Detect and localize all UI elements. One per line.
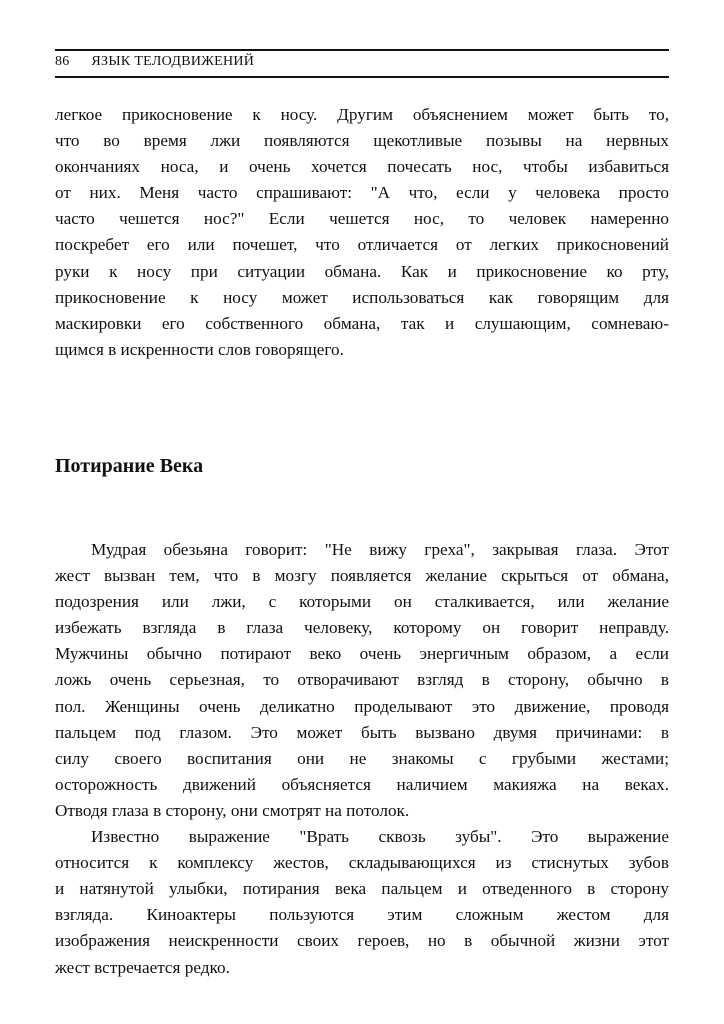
text-line: пол. Женщины очень деликатно проделывают это движение, проводя [55, 696, 669, 716]
header-top-rule [55, 49, 669, 51]
text-line: маскировки его собственного обмана, так и слушающим, сомневаю- [55, 313, 669, 333]
section-heading: Потирание Века [55, 455, 204, 477]
text-line: подозрения или лжи, с которыми он сталкивается, или желание [55, 592, 669, 612]
text-line: часто чешется нос?" Если чешется нос, то человек намеренно [55, 209, 669, 229]
text-line: взгляда. Киноактеры пользуются этим сложным жестом для [55, 905, 669, 925]
section-body [55, 537, 669, 981]
text-line: от них. Меня часто спрашивают: "А что, если у человека просто [55, 183, 669, 203]
text-line: окончаниях носа, и очень хочется почесать нос, чтобы избавиться [55, 157, 669, 177]
paragraph-continued [55, 102, 669, 363]
text-line: щимся в искренности слов говорящего. [55, 339, 344, 359]
text-line: что во время лжи появляются щекотливые позывы на нервных [55, 131, 669, 151]
text-line: поскребет его или почешет, что отличается от легких прикосновений [55, 235, 669, 255]
text-line: Известно выражение "Врать сквозь зубы". Это выражение [91, 827, 669, 847]
text-line: Мудрая обезьяна говорит: "Не вижу греха", закрывая глаза. Этот [91, 540, 669, 559]
text-line: изображения неискренности своих героев, но в обычной жизни этот [55, 931, 669, 951]
text-line: жест встречается редко. [55, 957, 230, 977]
text-line: Отводя глаза в сторону, они смотрят на потолок. [55, 800, 410, 820]
text-line: прикосновение к носу может использоваться как говорящим для [55, 287, 669, 307]
text-line: осторожность движений объясняется наличием макияжа на веках. [55, 774, 669, 794]
page-number: 86 [55, 54, 70, 69]
text-line: пальцем под глазом. Это может быть вызвано двумя причинами: в [55, 722, 669, 742]
text-line: жест вызван тем, что в мозгу появляется желание скрыться от обмана, [55, 566, 669, 586]
text-line: и натянутой улыбки, потирания века пальцем и отведенного в сторону [55, 879, 669, 899]
running-header [55, 54, 254, 70]
running-title: ЯЗЫК ТЕЛОДВИЖЕНИЙ [91, 54, 255, 69]
text-line: Мужчины обычно потирают веко очень энергичным образом, а если [55, 644, 669, 664]
text-line: руки к носу при ситуации обмана. Как и прикосновение ко рту, [55, 261, 669, 281]
text-line: относится к комплексу жестов, складывающихся из стиснутых зубов [55, 853, 669, 873]
text-line: легкое прикосновение к носу. Другим объяснением может быть то, [55, 105, 669, 124]
text-line: избежать взгляда в глаза человеку, которому он говорит неправду. [55, 618, 669, 638]
text-line: ложь очень серьезная, то отворачивают взгляд в сторону, обычно в [55, 670, 669, 690]
text-line: силу своего воспитания они не знакомы с грубыми жестами; [55, 748, 669, 768]
header-bottom-rule [55, 76, 669, 78]
